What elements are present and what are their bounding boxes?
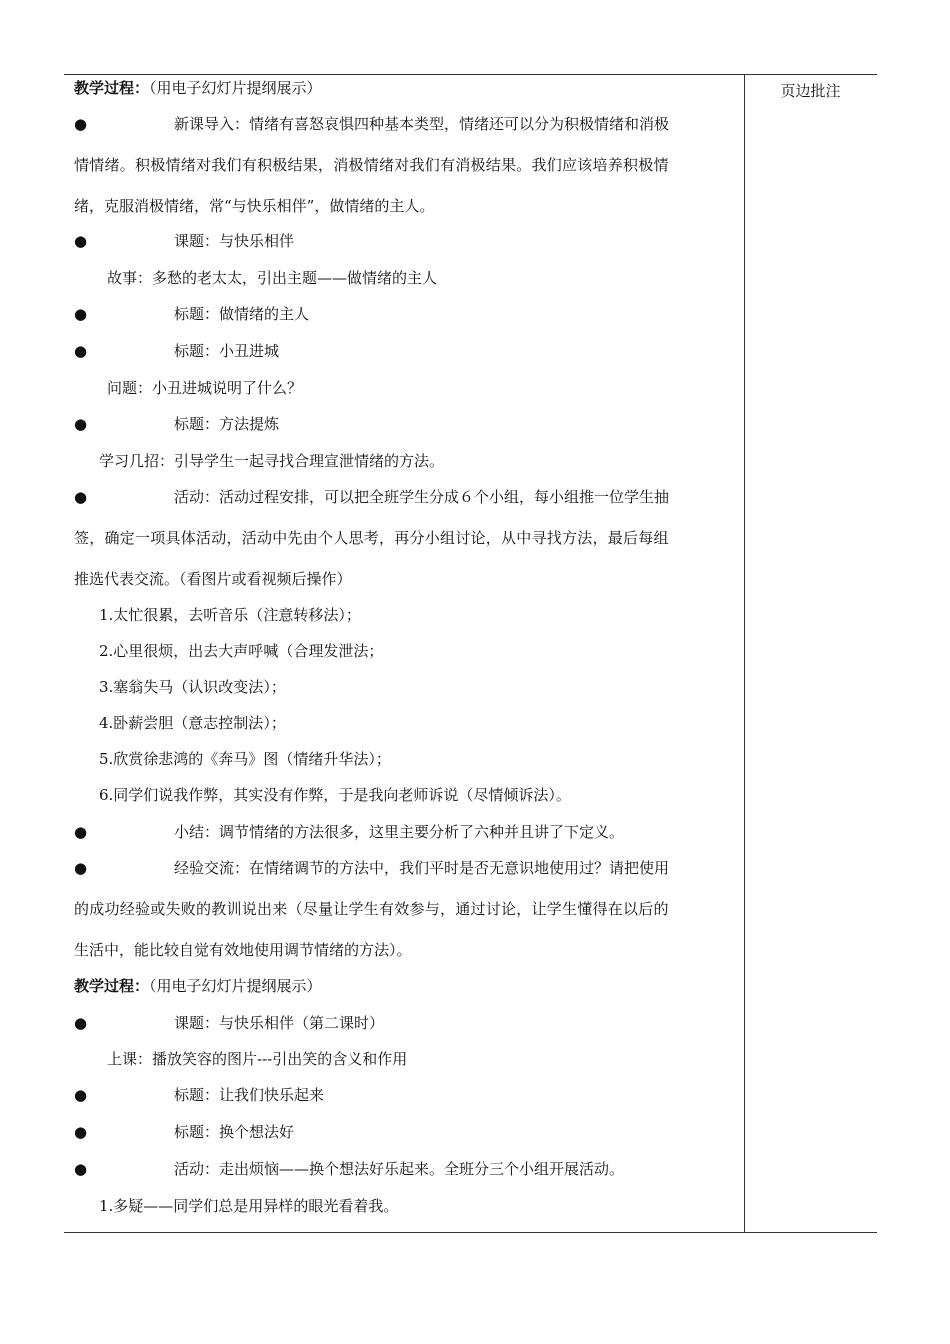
column-divider (744, 74, 745, 1233)
list-item: 5.欣赏徐悲鸿的《奔马》图（情绪升华法）； (99, 750, 391, 768)
bullet-icon: ● (74, 823, 88, 841)
intro-line-3: 绪，克服消极情绪，常“与快乐相伴”，做情绪的主人。 (74, 197, 435, 215)
list-item: 1.多疑——同学们总是用异样的眼光看着我。 (99, 1197, 399, 1215)
activity-line-1: 活动：活动过程安排，可以把全班学生分成６个小组，每小组推一位学生抽 (174, 488, 670, 506)
bullet-icon: ● (74, 859, 88, 877)
bullet-icon: ● (74, 115, 88, 133)
activity-second: 活动：走出烦恼——换个想法好乐起来。全班分三个小组开展活动。 (174, 1160, 625, 1178)
story: 故事：多愁的老太太，引出主题——做情绪的主人 (107, 269, 438, 287)
topic-second-lesson: 课题：与快乐相伴（第二课时） (174, 1014, 385, 1032)
bullet-icon: ● (74, 305, 88, 323)
title-change-thought: 标题：换个想法好 (174, 1123, 295, 1141)
learn-tips: 学习几招：引导学生一起寻找合理宣泄情绪的方法。 (99, 452, 445, 470)
bullet-icon: ● (74, 342, 88, 360)
topic: 课题：与快乐相伴 (174, 232, 295, 250)
class-start: 上课：播放笑容的图片---引出笑的含义和作用 (107, 1050, 408, 1068)
section2-heading: 教学过程：（用电子幻灯片提纲展示） (74, 977, 322, 995)
title-methods: 标题：方法提炼 (174, 415, 280, 433)
activity-line-3: 推选代表交流。（看图片或看视频后操作） (74, 570, 352, 588)
bullet-icon: ● (74, 1123, 88, 1141)
question: 问题：小丑进城说明了什么？ (107, 379, 303, 397)
bullet-icon: ● (74, 1014, 88, 1032)
list-item: 4.卧薪尝胆（意志控制法）； (99, 714, 286, 732)
bullet-icon: ● (74, 1086, 88, 1104)
activity-line-2: 签，确定一项具体活动，活动中先由个人思考，再分小组讨论，从中寻找方法，最后每组 (74, 529, 669, 547)
list-item: 3.塞翁失马（认识改变法）； (99, 678, 286, 696)
bullet-icon: ● (74, 1160, 88, 1178)
margin-notes-header: 页边批注 (780, 82, 841, 100)
bullet-icon: ● (74, 488, 88, 506)
section1-heading: 教学过程：（用电子幻灯片提纲展示） (74, 79, 322, 97)
exchange-line-2: 的成功经验或失败的教训说出来（尽量让学生有效参与，通过讨论，让学生懂得在以后的 (74, 900, 669, 918)
title-clown: 标题：小丑进城 (174, 342, 280, 360)
list-item: 6.同学们说我作弊，其实没有作弊，于是我向老师诉说（尽情倾诉法）。 (99, 786, 571, 804)
exchange-line-3: 生活中，能比较自觉有效地使用调节情绪的方法）。 (74, 941, 412, 959)
list-item: 1.太忙很累，去听音乐（注意转移法）； (99, 606, 361, 624)
exchange-line-1: 经验交流：在情绪调节的方法中，我们平时是否无意识地使用过？请把使用 (174, 859, 670, 877)
bullet-icon: ● (74, 415, 88, 433)
title-master-emotion: 标题：做情绪的主人 (174, 305, 310, 323)
intro-line-1: 新课导入：情绪有喜怒哀惧四种基本类型，情绪还可以分为积极情绪和消极 (174, 115, 670, 133)
title-be-happy: 标题：让我们快乐起来 (174, 1086, 325, 1104)
intro-line-2: 情情绪。积极情绪对我们有积极结果，消极情绪对我们有消极结果。我们应该培养积极情 (74, 156, 669, 174)
summary: 小结：调节情绪的方法很多，这里主要分析了六种并且讲了下定义。 (174, 823, 625, 841)
list-item: 2.心里很烦，出去大声呼喊（合理发泄法； (99, 642, 384, 660)
bullet-icon: ● (74, 232, 88, 250)
